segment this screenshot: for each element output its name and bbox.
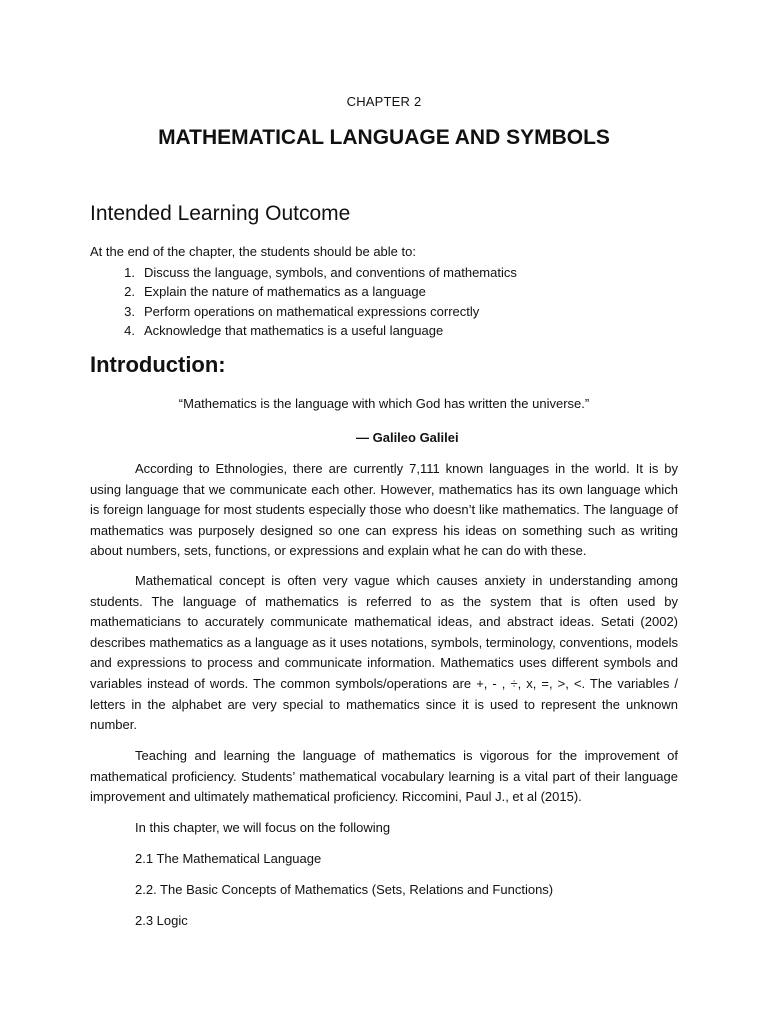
paragraph: Mathematical concept is often very vague which causes anxiety in understanding among students. The language of mathematics is referred to as the system that is often used by mathematicians to accurately communicate mathematical ideas, and abstract ideas. Setati (2002) describes mathematics as a language as it uses notations, symbols, terminology, conventions, models and expressions to process and communicate information. Mathematics uses different symbols and variables instead of words. The common symbols/operations are +, - , ÷, x, =, >, <. The variables / letters in the alphabet are very special to mathematics since it is used to represent the unknown number. bbox=[90, 573, 678, 733]
list-item-text: Explain the nature of mathematics as a language bbox=[144, 284, 426, 300]
list-item-number: 1. bbox=[124, 265, 135, 280]
list-item-number: 3. bbox=[124, 303, 135, 319]
epigraph-quote: “Mathematics is the language with which God has written the universe.” bbox=[178, 396, 590, 411]
focus-item: 2.2. The Basic Concepts of Mathematics (Sets, Relations and Functions) bbox=[135, 882, 554, 897]
focus-item: 2.1 The Mathematical Language bbox=[135, 851, 322, 866]
chapter-label: CHAPTER 2 bbox=[346, 94, 422, 109]
list-item-text: Acknowledge that mathematics is a useful language bbox=[144, 322, 444, 338]
intro-heading: Introduction: bbox=[90, 352, 226, 377]
list-item-number: 2. bbox=[124, 284, 135, 300]
paragraph: According to Ethnologies, there are currently 7,111 known languages in the world. It is by using language that we communicate each other. However, mathematics has its own language which is foreign language for most students especially those who doesn’t like mathematics. The language of mathematics was purposely designed so one can express his ideas on something such as writing about numbers, sets, functions, or expressions and explain what he can do with these. bbox=[90, 461, 678, 559]
list-item bbox=[90, 321, 517, 340]
outcome-list bbox=[90, 263, 517, 340]
outcome-heading: Intended Learning Outcome bbox=[90, 202, 351, 225]
list-item-text: Discuss the language, symbols, and conventions of mathematics bbox=[144, 265, 517, 280]
paragraph: Teaching and learning the language of mathematics is vigorous for the improvement of mathematical proficiency. Students’ mathematical vocabulary learning is a vital part of their language improvement and ultimately mathematical proficiency. Riccomini, Paul J., et al (2015). bbox=[90, 748, 678, 805]
outcome-lead: At the end of the chapter, the students should be able to: bbox=[90, 244, 416, 259]
paragraph: In this chapter, we will focus on the following bbox=[135, 820, 391, 835]
list-item-number: 4. bbox=[124, 322, 135, 338]
list-item bbox=[90, 263, 517, 282]
quote-attribution: — Galileo Galilei bbox=[356, 430, 459, 445]
list-item bbox=[90, 302, 517, 321]
list-item-text: Perform operations on mathematical expressions correctly bbox=[144, 303, 480, 319]
list-item bbox=[90, 282, 517, 301]
focus-item: 2.3 Logic bbox=[135, 913, 188, 928]
chapter-title: MATHEMATICAL LANGUAGE AND SYMBOLS bbox=[158, 126, 610, 149]
